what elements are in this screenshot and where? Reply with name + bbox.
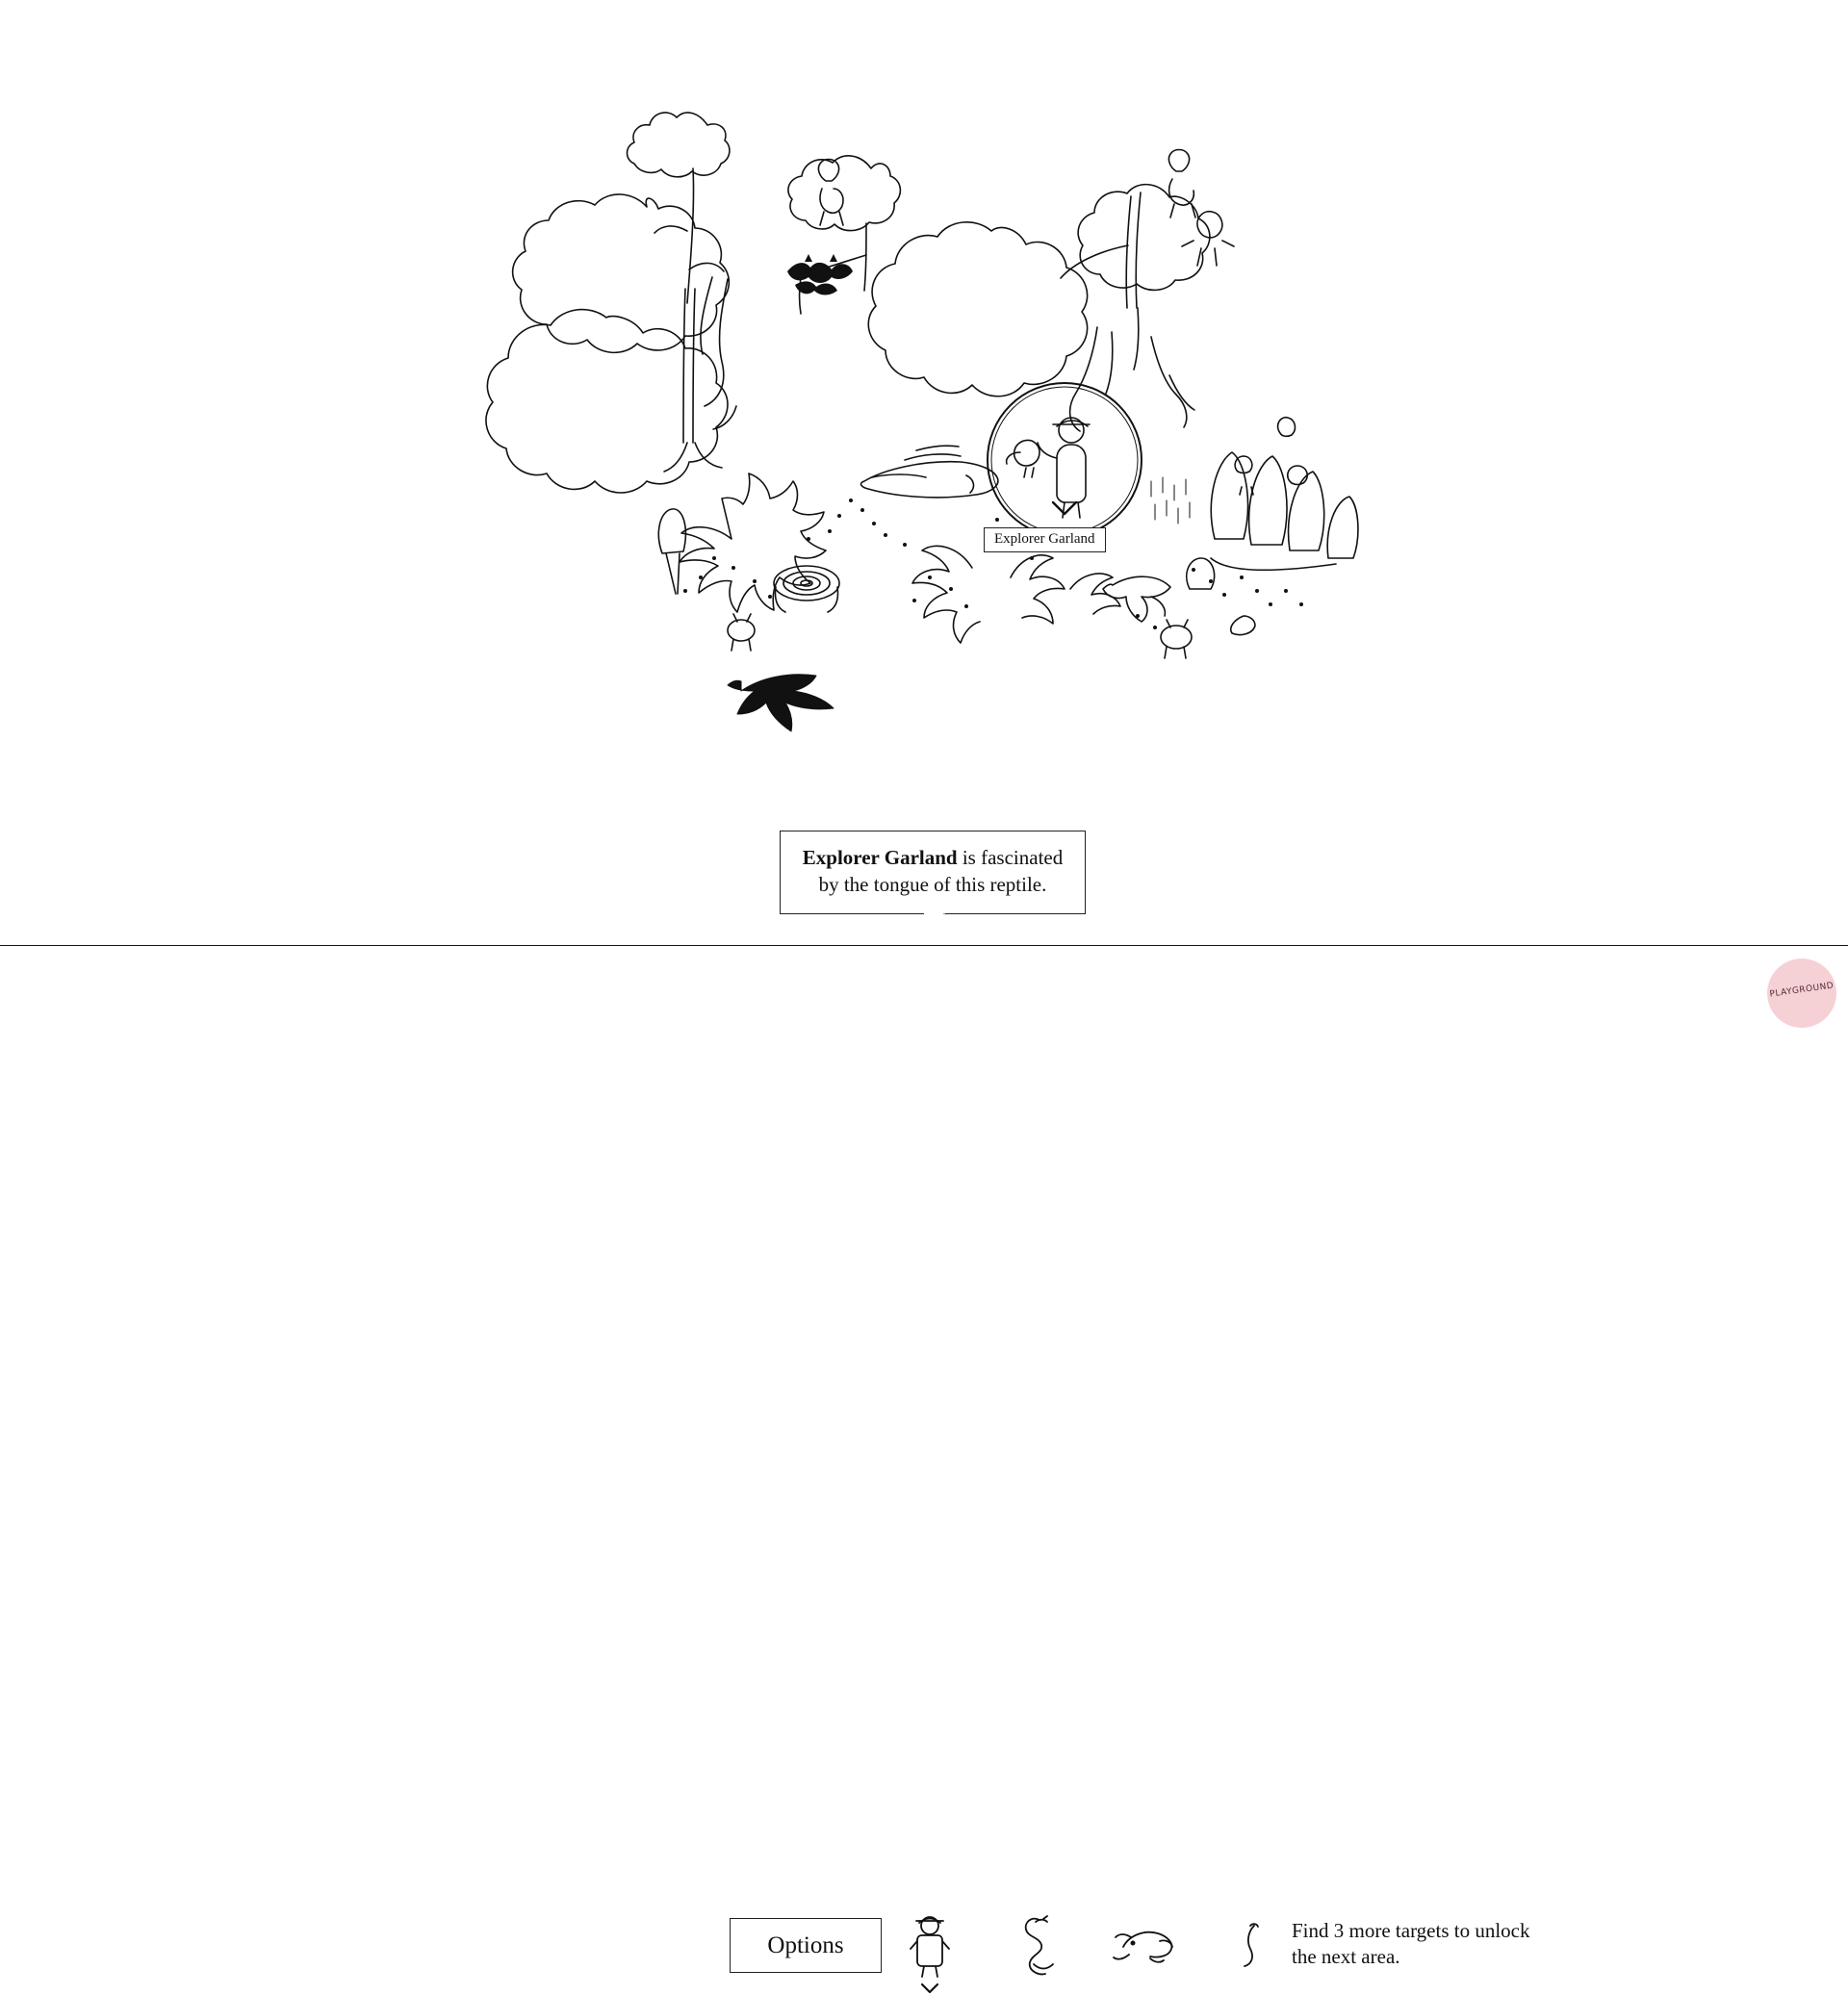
progress-hint: Find 3 more targets to unlock the next area. [1292,1919,1530,1969]
canopy-right [868,222,1087,396]
canopy-right-top [1078,185,1210,291]
canopy-left-lower [486,310,728,493]
target-lizard[interactable] [1111,1908,1180,1982]
ground-scrub [728,675,834,731]
bat-cluster [787,254,853,295]
vine-left [701,277,736,429]
critter-ground-left [728,614,755,651]
caption-subject: Explorer Garland [802,846,958,869]
target-list [895,1908,1288,1982]
critter-tree-top-right-b [1182,212,1234,266]
character-name-tooltip [984,527,1106,552]
jungle-scene[interactable] [0,0,1848,962]
hatching [1151,477,1190,524]
critter-air-right-c [1288,466,1308,485]
playground-watermark [1767,959,1840,1032]
critter-ground-right [1161,620,1192,658]
character-name-text: Explorer Garland [994,531,1095,547]
fallen-log [861,446,998,498]
caption-text: is fascinated by the tongue of this reptile. [818,846,1064,896]
critter-tree-top-left [818,160,843,226]
ground-stipple [683,499,1303,629]
target-explorer-garland[interactable] [895,1908,964,1982]
critter-tree-top-right-a [1168,150,1195,218]
tree-trunk-right [1061,192,1141,370]
explorer-garland-character [1038,418,1090,518]
target-worm[interactable] [1219,1908,1288,1982]
tree-trunk-left [664,289,722,472]
reptile-character [1007,440,1040,477]
watermark-text: PLAYGROUND [1769,981,1835,1000]
vines-right [1070,327,1194,431]
target-snake[interactable] [1003,1908,1072,1982]
critter-air-right-a [1278,418,1296,437]
selected-indicator-arrow [919,1982,940,1995]
caption-box [780,831,1086,914]
canopy-left-upper [513,194,730,352]
caption-pointer [924,913,943,924]
options-button[interactable]: Options [730,1918,882,1973]
bottom-bar [0,946,1848,1969]
